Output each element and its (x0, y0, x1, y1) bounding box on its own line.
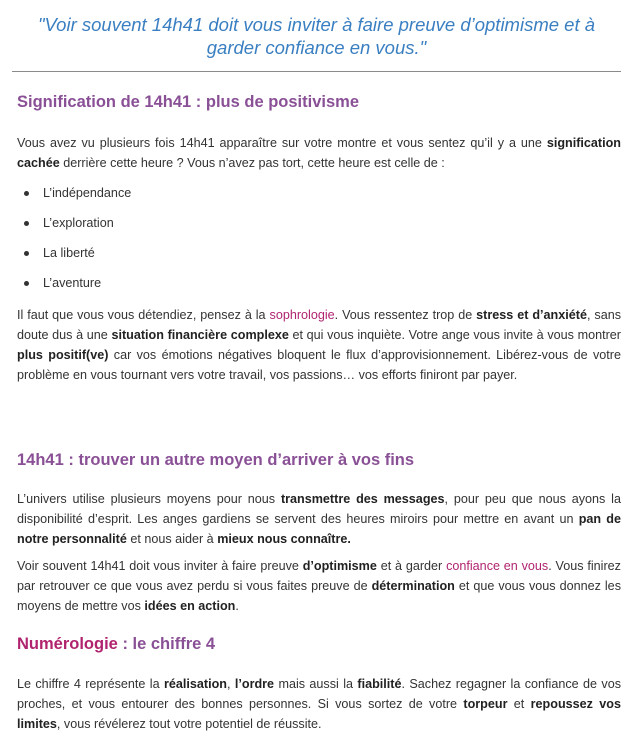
chiffre-4-paragraph: Le chiffre 4 représente la réalisation, l’ordre mais aussi la fiabilité. Sachez regagner la confiance de vos proches, et vous entourer des bonnes personnes. Si vous sortez de votre torpeur et repoussez vos limites, vous révélerez tout votre potentiel de réussite. (17, 677, 621, 731)
positivism-paragraph: Il faut que vous vous détendiez, pensez à la sophrologie. Vous ressentez trop de stress et d’anxiété, sans doute dus à une situation financière complexe et qui vous inquiète. Votre ange vous invite à vous montrer plus positif(ve) car vos émotions négatives bloquent le flux d’approvisionnement. Libérez-vous de votre problème en vous tournant vers votre travail, vos passions… vos efforts finiront par payer. (17, 308, 621, 382)
section-heading-numerologie: Numérologie : le chiffre 4 (17, 635, 216, 653)
list-item: L’exploration (17, 213, 131, 243)
pull-quote (12, 0, 621, 72)
optimisme-paragraph: Voir souvent 14h41 doit vous inviter à faire preuve d’optimisme et à garder confiance en vous. Vous finirez par retrouver ce que vous avez perdu si vous faites preuve de détermination et que vous vous donnez les moyens de mettre vos idées en action. (17, 559, 621, 613)
list-item: La liberté (17, 243, 131, 273)
numerologie-link[interactable]: Numérologie (17, 635, 118, 653)
list-item: L’aventure (17, 273, 131, 303)
section-heading-moyen: 14h41 : trouver un autre moyen d’arriver à vos fins (17, 451, 415, 469)
list-item: L’indépendance (17, 183, 131, 213)
confiance-link[interactable]: confiance en vous (446, 559, 549, 573)
traits-list (17, 183, 131, 303)
univers-paragraph: L’univers utilise plusieurs moyens pour nous transmettre des messages, pour peu que nous ayons la disponibilité d’esprit. Les anges gardiens se servent des heures miroirs pour mettre en avant un pan de notre personnalité et nous aider à mieux nous connaître. (17, 492, 621, 546)
sophrologie-link[interactable]: sophrologie (269, 308, 335, 322)
quote-text: "Voir souvent 14h41 doit vous inviter à faire preuve d’optimisme et à garder confiance en vous." (37, 13, 596, 58)
intro-paragraph: Vous avez vu plusieurs fois 14h41 apparaître sur votre montre et vous sentez qu’il y a une signification cachée derrière cette heure ? Vous n’avez pas tort, cette heure est celle de : (17, 136, 621, 170)
section-heading-signification: Signification de 14h41 : plus de positivisme (17, 93, 359, 111)
